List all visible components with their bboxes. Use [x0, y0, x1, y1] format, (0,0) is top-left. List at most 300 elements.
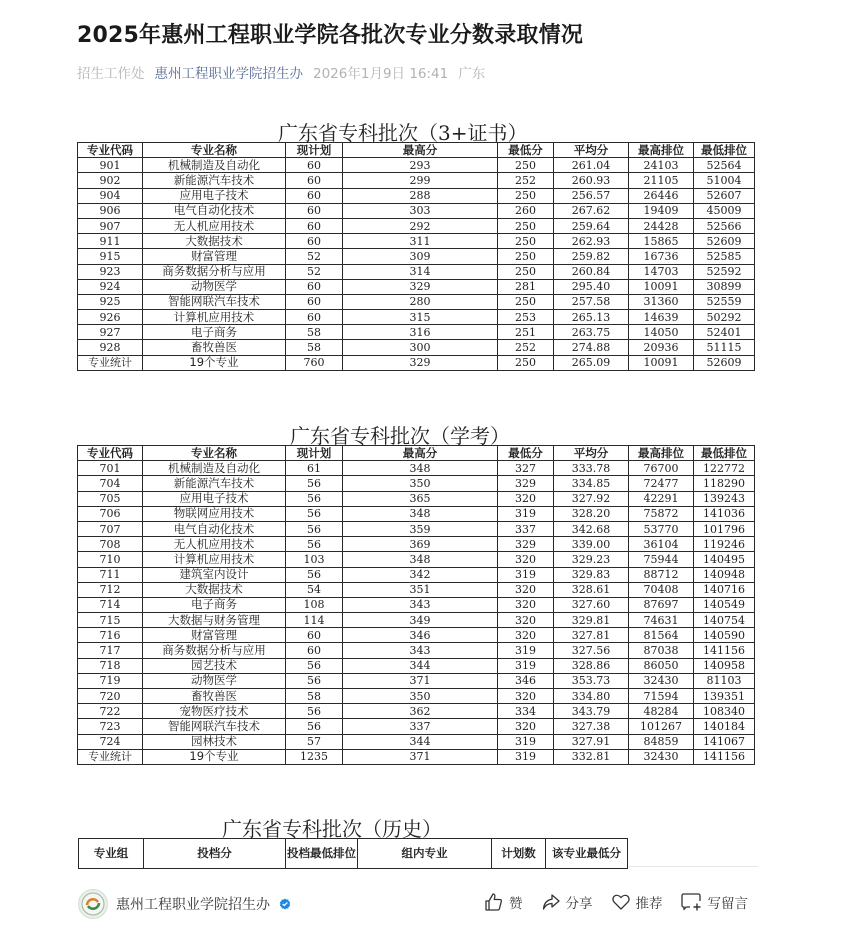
table-cell: 专业统计: [78, 355, 143, 370]
table-cell: 349: [343, 613, 498, 628]
table-cell: 84859: [629, 734, 694, 749]
table-cell: 911: [78, 234, 143, 249]
table-cell: 大数据技术: [143, 582, 286, 597]
table-cell: 14050: [629, 325, 694, 340]
column-header: 投档最低排位: [286, 839, 358, 869]
table-cell: 58: [286, 340, 343, 355]
table-row: [78, 249, 755, 264]
table-cell: 60: [286, 173, 343, 188]
table-cell: 16736: [629, 249, 694, 264]
table-cell: 327.92: [554, 491, 629, 506]
table-cell: 智能网联汽车技术: [143, 719, 286, 734]
table-cell: 256.57: [554, 188, 629, 203]
table-cell: 329: [498, 476, 554, 491]
table-cell: 259.82: [554, 249, 629, 264]
table-cell: 53770: [629, 521, 694, 536]
table-cell: 928: [78, 340, 143, 355]
table-cell: 电子商务: [143, 597, 286, 612]
table-cell: 316: [343, 325, 498, 340]
table-cell: 52609: [694, 234, 755, 249]
table-cell: 719: [78, 673, 143, 688]
table-cell: 288: [343, 188, 498, 203]
table-cell: 281: [498, 279, 554, 294]
table-cell: 54: [286, 582, 343, 597]
table-cell: 智能网联汽车技术: [143, 294, 286, 309]
column-header: 组内专业: [358, 839, 492, 869]
table-cell: 293: [343, 158, 498, 173]
table-cell: 250: [498, 355, 554, 370]
table-cell: 70408: [629, 582, 694, 597]
table-cell: 334.85: [554, 476, 629, 491]
table-cell: 722: [78, 704, 143, 719]
table-cell: 1235: [286, 749, 343, 764]
table-cell: 商务数据分析与应用: [143, 264, 286, 279]
table-cell: 新能源汽车技术: [143, 173, 286, 188]
table-cell: 52592: [694, 264, 755, 279]
table-cell: 704: [78, 476, 143, 491]
table-cell: 56: [286, 537, 343, 552]
table-cell: 140958: [694, 658, 755, 673]
table-cell: 72477: [629, 476, 694, 491]
table-cell: 320: [498, 689, 554, 704]
column-header: 专业名称: [143, 446, 286, 461]
table-cell: 56: [286, 658, 343, 673]
column-header: 最高分: [343, 143, 498, 158]
table-cell: 140495: [694, 552, 755, 567]
verified-badge-icon: [279, 898, 291, 910]
table-cell: 56: [286, 476, 343, 491]
article-source: 招生工作处: [77, 66, 145, 82]
table-cell: 75872: [629, 506, 694, 521]
table-cell: 75944: [629, 552, 694, 567]
table-cell: 电气自动化技术: [143, 203, 286, 218]
table-cell: 30899: [694, 279, 755, 294]
table-header-row: [78, 143, 755, 158]
table-row: [78, 264, 755, 279]
table-cell: 电气自动化技术: [143, 521, 286, 536]
table-cell: 250: [498, 158, 554, 173]
account-name[interactable]: 惠州工程职业学院招生办: [116, 897, 270, 913]
table-cell: 328.20: [554, 506, 629, 521]
table-cell: 311: [343, 234, 498, 249]
table-row: [78, 203, 755, 218]
table-cell: 56: [286, 567, 343, 582]
publish-location: 广东: [458, 66, 486, 82]
table-cell: 19个专业: [143, 749, 286, 764]
table-cell: 专业统计: [78, 749, 143, 764]
table-cell: 327: [498, 461, 554, 476]
table-cell: 329.83: [554, 567, 629, 582]
table-cell: 342.68: [554, 521, 629, 536]
table-cell: 51115: [694, 340, 755, 355]
table-cell: 260.84: [554, 264, 629, 279]
table-row: [78, 476, 755, 491]
table-cell: 87697: [629, 597, 694, 612]
avatar[interactable]: [78, 889, 108, 919]
table-cell: 14639: [629, 310, 694, 325]
table-cell: 711: [78, 567, 143, 582]
table-cell: 140948: [694, 567, 755, 582]
thumbs-up-icon: [484, 892, 504, 912]
column-header: 计划数: [492, 839, 546, 869]
table-cell: 327.56: [554, 643, 629, 658]
table-cell: 108340: [694, 704, 755, 719]
table-cell: 无人机应用技术: [143, 218, 286, 233]
table-cell: 351: [343, 582, 498, 597]
table-cell: 708: [78, 537, 143, 552]
like-label: 赞: [509, 896, 523, 912]
table-cell: 14703: [629, 264, 694, 279]
table-cell: 61: [286, 461, 343, 476]
table-cell: 52: [286, 264, 343, 279]
column-header: 专业代码: [78, 446, 143, 461]
table-row: [78, 689, 755, 704]
table-row: [78, 279, 755, 294]
share-arrow-icon: [541, 892, 561, 912]
table-cell: 292: [343, 218, 498, 233]
table-cell: 52559: [694, 294, 755, 309]
table-cell: 139351: [694, 689, 755, 704]
table-cell: 应用电子技术: [143, 188, 286, 203]
column-header: 专业名称: [143, 143, 286, 158]
table-cell: 348: [343, 552, 498, 567]
table-cell: 927: [78, 325, 143, 340]
table-total-row: [78, 749, 755, 764]
table-cell: 58: [286, 689, 343, 704]
table-cell: 327.60: [554, 597, 629, 612]
table-cell: 宠物医疗技术: [143, 704, 286, 719]
table-cell: 103: [286, 552, 343, 567]
table-row: [78, 310, 755, 325]
table-cell: 大数据技术: [143, 234, 286, 249]
table-cell: 926: [78, 310, 143, 325]
table-cell: 32430: [629, 673, 694, 688]
table-cell: 701: [78, 461, 143, 476]
table-cell: 901: [78, 158, 143, 173]
share-button[interactable]: [541, 892, 593, 912]
write-comment-icon: [681, 892, 703, 912]
table-row: [78, 537, 755, 552]
table-cell: 924: [78, 279, 143, 294]
table-cell: 60: [286, 279, 343, 294]
table-row: [78, 597, 755, 612]
table-cell: 253: [498, 310, 554, 325]
table-row: [78, 734, 755, 749]
table-row: [78, 582, 755, 597]
table-cell: 265.13: [554, 310, 629, 325]
table-cell: 60: [286, 234, 343, 249]
table-row: [78, 188, 755, 203]
table-cell: 56: [286, 719, 343, 734]
table-cell: 应用电子技术: [143, 491, 286, 506]
table-cell: 327.91: [554, 734, 629, 749]
table-cell: 346: [498, 673, 554, 688]
table-cell: 261.04: [554, 158, 629, 173]
publish-datetime: 2026年1月9日 16:41: [313, 66, 449, 82]
table-cell: 76700: [629, 461, 694, 476]
table-cell: 906: [78, 203, 143, 218]
table-cell: 359: [343, 521, 498, 536]
table-cell: 商务数据分析与应用: [143, 643, 286, 658]
table-cell: 140590: [694, 628, 755, 643]
table-cell: 60: [286, 218, 343, 233]
column-header: 最低排位: [694, 143, 755, 158]
recommend-button[interactable]: [611, 892, 663, 912]
table-cell: 303: [343, 203, 498, 218]
table-cell: 118290: [694, 476, 755, 491]
table-cell: 86050: [629, 658, 694, 673]
table-cell: 904: [78, 188, 143, 203]
table-cell: 81564: [629, 628, 694, 643]
table-cell: 344: [343, 658, 498, 673]
table-cell: 320: [498, 552, 554, 567]
table-cell: 动物医学: [143, 673, 286, 688]
table-cell: 300: [343, 340, 498, 355]
table-cell: 动物医学: [143, 279, 286, 294]
table-cell: 140184: [694, 719, 755, 734]
table-cell: 371: [343, 673, 498, 688]
table-cell: 141036: [694, 506, 755, 521]
table-cell: 139243: [694, 491, 755, 506]
table-cell: 20936: [629, 340, 694, 355]
table-cell: 园林技术: [143, 734, 286, 749]
table-row: [78, 613, 755, 628]
table-cell: 24428: [629, 218, 694, 233]
like-button[interactable]: [484, 892, 523, 912]
table-cell: 87038: [629, 643, 694, 658]
table-cell: 343.79: [554, 704, 629, 719]
column-header: 平均分: [554, 143, 629, 158]
table-certificate: [77, 142, 755, 371]
table-cell: 57: [286, 734, 343, 749]
table-cell: 259.64: [554, 218, 629, 233]
table-cell: 250: [498, 294, 554, 309]
table-header-row: [78, 446, 755, 461]
table-row: [78, 234, 755, 249]
table-header-row: [79, 839, 628, 869]
table-cell: 329: [498, 537, 554, 552]
table-cell: 337: [498, 521, 554, 536]
table-total-row: [78, 355, 755, 370]
column-header: 平均分: [554, 446, 629, 461]
table-cell: 320: [498, 597, 554, 612]
table-cell: 329: [343, 355, 498, 370]
table-cell: 274.88: [554, 340, 629, 355]
table-cell: 263.75: [554, 325, 629, 340]
table-cell: 328.86: [554, 658, 629, 673]
table-cell: 320: [498, 628, 554, 643]
table-cell: 56: [286, 491, 343, 506]
table-cell: 电子商务: [143, 325, 286, 340]
action-buttons: [484, 892, 748, 912]
table-cell: 348: [343, 506, 498, 521]
table-certificate-title: 广东省专科批次（3+证书）: [278, 121, 528, 145]
table-cell: 19409: [629, 203, 694, 218]
column-header: 最高分: [343, 446, 498, 461]
table-cell: 园艺技术: [143, 658, 286, 673]
recommend-label: 推荐: [635, 896, 663, 912]
table-cell: 260: [498, 203, 554, 218]
column-header: 最低分: [498, 446, 554, 461]
table-cell: 52564: [694, 158, 755, 173]
table-cell: 353.73: [554, 673, 629, 688]
table-row: [78, 521, 755, 536]
table-cell: 329.81: [554, 613, 629, 628]
table-cell: 10091: [629, 355, 694, 370]
table-cell: 334.80: [554, 689, 629, 704]
table-xuekao: [77, 445, 755, 765]
table-cell: 52: [286, 249, 343, 264]
table-row: [78, 552, 755, 567]
table-cell: 320: [498, 719, 554, 734]
table-cell: 319: [498, 749, 554, 764]
table-cell: 畜牧兽医: [143, 340, 286, 355]
table-cell: 140716: [694, 582, 755, 597]
column-header: 专业代码: [78, 143, 143, 158]
bottom-action-bar: [0, 876, 854, 934]
account-info[interactable]: [78, 889, 291, 919]
column-header: 该专业最低分: [546, 839, 628, 869]
table-cell: 329: [343, 279, 498, 294]
table-cell: 250: [498, 264, 554, 279]
table-row: [78, 643, 755, 658]
table-cell: 715: [78, 613, 143, 628]
table-cell: 328.61: [554, 582, 629, 597]
column-header: 现计划: [286, 446, 343, 461]
table-row: [78, 658, 755, 673]
table-row: [78, 294, 755, 309]
table-cell: 250: [498, 249, 554, 264]
table-cell: 252: [498, 173, 554, 188]
table-cell: 15865: [629, 234, 694, 249]
table-cell: 56: [286, 673, 343, 688]
table-cell: 319: [498, 643, 554, 658]
column-header: 最低分: [498, 143, 554, 158]
table-cell: 60: [286, 158, 343, 173]
table-cell: 52585: [694, 249, 755, 264]
table-cell: 314: [343, 264, 498, 279]
table-cell: 280: [343, 294, 498, 309]
table-cell: 141156: [694, 749, 755, 764]
table-cell: 60: [286, 294, 343, 309]
table-cell: 260.93: [554, 173, 629, 188]
table-cell: 60: [286, 203, 343, 218]
table-cell: 140754: [694, 613, 755, 628]
column-header: 最低排位: [694, 446, 755, 461]
table-cell: 101267: [629, 719, 694, 734]
table-cell: 915: [78, 249, 143, 264]
table-history-title: 广东省专科批次（历史）: [222, 817, 442, 841]
table-cell: 51004: [694, 173, 755, 188]
table-cell: 337: [343, 719, 498, 734]
table-cell: 299: [343, 173, 498, 188]
heart-icon: [611, 892, 631, 912]
table-cell: 74631: [629, 613, 694, 628]
table-row: [78, 218, 755, 233]
author-link[interactable]: 惠州工程职业学院招生办: [154, 66, 303, 82]
table-cell: 21105: [629, 173, 694, 188]
table-row: [78, 491, 755, 506]
table-cell: 350: [343, 476, 498, 491]
table-cell: 42291: [629, 491, 694, 506]
table-cell: 371: [343, 749, 498, 764]
comment-button[interactable]: [681, 892, 749, 912]
table-row: [78, 673, 755, 688]
table-cell: 52607: [694, 188, 755, 203]
table-cell: 58: [286, 325, 343, 340]
table-cell: 714: [78, 597, 143, 612]
table-cell: 723: [78, 719, 143, 734]
article-meta: [77, 62, 485, 82]
table-cell: 计算机应用技术: [143, 310, 286, 325]
table-cell: 10091: [629, 279, 694, 294]
table-cell: 新能源汽车技术: [143, 476, 286, 491]
table-cell: 925: [78, 294, 143, 309]
table-cell: 334: [498, 704, 554, 719]
table-cell: 52401: [694, 325, 755, 340]
table-cell: 140549: [694, 597, 755, 612]
table-cell: 机械制造及自动化: [143, 461, 286, 476]
table-cell: 717: [78, 643, 143, 658]
table-cell: 350: [343, 689, 498, 704]
table-cell: 60: [286, 188, 343, 203]
table-cell: 19个专业: [143, 355, 286, 370]
table-cell: 52609: [694, 355, 755, 370]
table-cell: 348: [343, 461, 498, 476]
table-cell: 319: [498, 567, 554, 582]
table-cell: 319: [498, 506, 554, 521]
table-cell: 250: [498, 188, 554, 203]
table-cell: 267.62: [554, 203, 629, 218]
column-header: 专业组: [79, 839, 144, 869]
table-cell: 60: [286, 628, 343, 643]
table-cell: 319: [498, 734, 554, 749]
table-row: [78, 461, 755, 476]
table-row: [78, 173, 755, 188]
table-cell: 343: [343, 597, 498, 612]
table-cell: 339.00: [554, 537, 629, 552]
table-cell: 343: [343, 643, 498, 658]
table-cell: 56: [286, 521, 343, 536]
table-cell: 250: [498, 218, 554, 233]
table-cell: 315: [343, 310, 498, 325]
table-row: [78, 340, 755, 355]
table-cell: 88712: [629, 567, 694, 582]
table-cell: 56: [286, 704, 343, 719]
table-cell: 141156: [694, 643, 755, 658]
table-cell: 707: [78, 521, 143, 536]
school-logo-icon: [81, 892, 105, 916]
table-cell: 52566: [694, 218, 755, 233]
table-cell: 720: [78, 689, 143, 704]
table-cell: 56: [286, 506, 343, 521]
table-cell: 332.81: [554, 749, 629, 764]
table-cell: 327.81: [554, 628, 629, 643]
table-cell: 32430: [629, 749, 694, 764]
table-cell: 309: [343, 249, 498, 264]
table-cell: 机械制造及自动化: [143, 158, 286, 173]
table-cell: 712: [78, 582, 143, 597]
share-label: 分享: [565, 896, 593, 912]
table-cell: 333.78: [554, 461, 629, 476]
table-cell: 26446: [629, 188, 694, 203]
table-cell: 760: [286, 355, 343, 370]
table-cell: 60: [286, 310, 343, 325]
table-cell: 物联网应用技术: [143, 506, 286, 521]
table-cell: 81103: [694, 673, 755, 688]
table-history: [78, 838, 628, 869]
table-cell: 718: [78, 658, 143, 673]
